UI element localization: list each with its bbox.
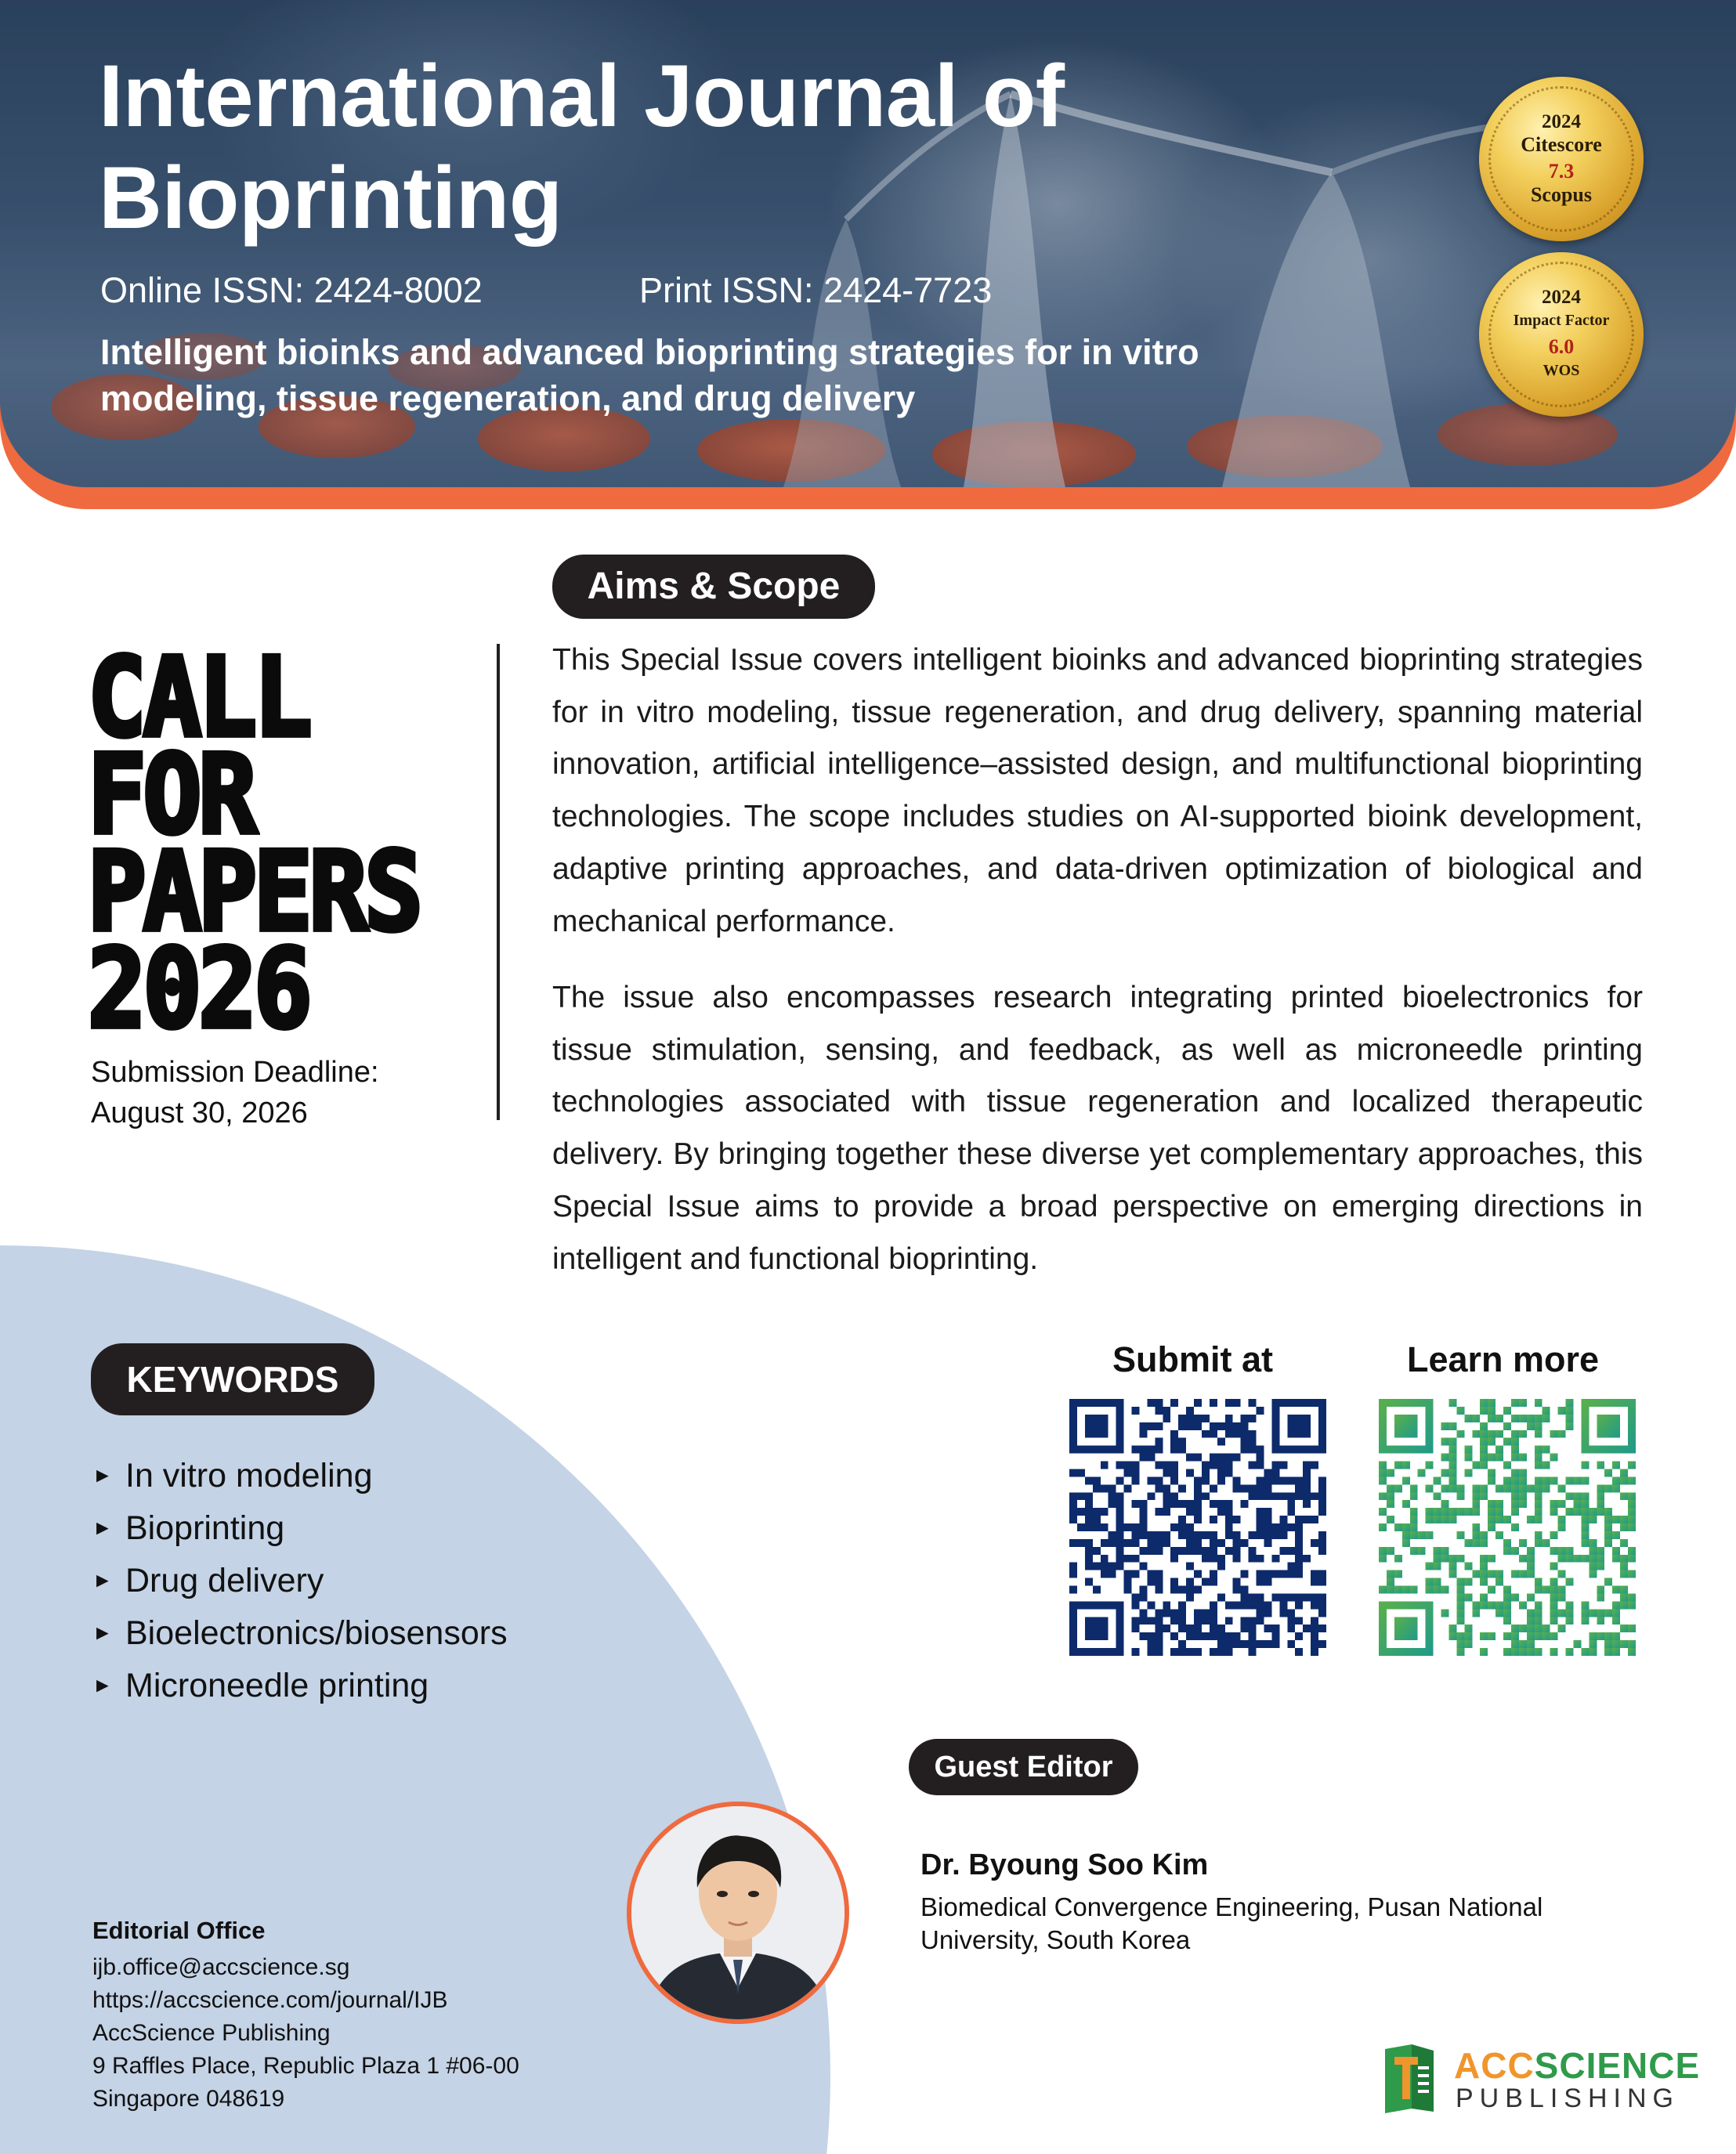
keyword-item bbox=[92, 1449, 508, 1502]
cfp-line: FOR bbox=[88, 732, 254, 859]
badge-label: Citescore bbox=[1521, 133, 1602, 156]
triangle-bullet-icon: ► bbox=[92, 1516, 113, 1539]
citescore-badge bbox=[1479, 77, 1644, 241]
deadline-date: August 30, 2026 bbox=[91, 1097, 308, 1129]
triangle-bullet-icon: ► bbox=[92, 1621, 113, 1644]
guest-editor-photo bbox=[627, 1802, 849, 2024]
badge-value: 6.0 bbox=[1548, 335, 1575, 358]
cfp-line: PAPERS bbox=[88, 829, 420, 956]
call-for-papers-heading bbox=[88, 634, 420, 1054]
deadline-label: Submission Deadline: bbox=[91, 1056, 379, 1089]
logo-wordmark bbox=[1454, 2044, 1700, 2087]
badge-value: 7.3 bbox=[1548, 160, 1575, 183]
editorial-office-heading: Editorial Office bbox=[92, 1917, 266, 1944]
keyword-text: Bioprinting bbox=[125, 1509, 285, 1547]
online-issn: Online ISSN: 2424-8002 bbox=[100, 270, 483, 310]
keyword-item bbox=[92, 1554, 508, 1606]
book-logo-icon bbox=[1380, 2043, 1438, 2115]
aims-scope-heading: Aims & Scope bbox=[552, 555, 875, 619]
editor-portrait-illustration bbox=[631, 1806, 844, 2019]
learn-more-qr-code[interactable] bbox=[1379, 1399, 1636, 1656]
keyword-list bbox=[92, 1449, 508, 1711]
badge-label: Impact Factor bbox=[1513, 312, 1610, 329]
cfp-line: 2026 bbox=[88, 926, 309, 1054]
keyword-text: Drug delivery bbox=[125, 1562, 324, 1599]
learn-more-label: Learn more bbox=[1407, 1339, 1600, 1379]
logo-accent-text: ACC bbox=[1454, 2045, 1535, 2086]
badge-year: 2024 bbox=[1542, 111, 1581, 132]
logo-subtext: PUBLISHING bbox=[1456, 2084, 1680, 2113]
office-address: 9 Raffles Place, Republic Plaza 1 #06-00 bbox=[92, 2053, 519, 2079]
guest-editor-heading: Guest Editor bbox=[909, 1739, 1138, 1795]
keyword-text: Microneedle printing bbox=[125, 1667, 429, 1704]
badge-source: Scopus bbox=[1530, 183, 1593, 206]
editorial-office bbox=[92, 1915, 519, 2116]
cfp-line: CALL bbox=[88, 634, 309, 762]
guest-editor-affiliation: Biomedical Convergence Engineering, Pusan National University, South Korea bbox=[920, 1892, 1543, 1954]
special-issue-theme: Intelligent bioinks and advanced bioprinting strategies for in vitro modeling, tissue regeneration, and drug delivery bbox=[100, 332, 1199, 418]
keywords-heading: KEYWORDS bbox=[91, 1343, 374, 1415]
submission-deadline bbox=[91, 1052, 379, 1133]
badge-year: 2024 bbox=[1542, 287, 1581, 308]
print-issn: Print ISSN: 2424-7723 bbox=[639, 270, 993, 310]
aims-paragraph: This Special Issue covers intelligent bioinks and advanced bioprinting strategies for in vitro modeling, tissue regeneration, and drug delivery, spanning material innovation, artificial intelligence–assisted design, and multifunctional bioprinting technologies. The scope includes studies on AI-supported bioink development, adaptive printing approaches, and data-driven optimization of biological and mechanical performance. bbox=[552, 643, 1643, 938]
office-website[interactable]: https://accscience.com/journal/IJB bbox=[92, 1987, 448, 2013]
journal-title: International Journal of Bioprinting bbox=[99, 47, 1065, 247]
keyword-item bbox=[92, 1502, 508, 1554]
triangle-bullet-icon: ► bbox=[92, 1568, 113, 1592]
triangle-bullet-icon: ► bbox=[92, 1673, 113, 1697]
office-city: Singapore 048619 bbox=[92, 2086, 285, 2112]
impact-factor-badge bbox=[1479, 252, 1644, 417]
submit-label: Submit at bbox=[1112, 1339, 1274, 1379]
keyword-item bbox=[92, 1606, 508, 1659]
office-publisher: AccScience Publishing bbox=[92, 2020, 331, 2046]
triangle-bullet-icon: ► bbox=[92, 1463, 113, 1487]
keyword-item bbox=[92, 1659, 508, 1711]
office-email[interactable]: ijb.office@accscience.sg bbox=[92, 1954, 350, 1980]
guest-editor-name: Dr. Byoung Soo Kim bbox=[920, 1849, 1209, 1881]
badge-source: WOS bbox=[1543, 362, 1580, 379]
header-banner bbox=[0, 0, 1736, 487]
submit-qr-code[interactable] bbox=[1069, 1399, 1326, 1656]
aims-paragraph: The issue also encompasses research integrating printed bioelectronics for tissue stimulation, sensing, and feedback, as well as microneedle printing technologies associated with tissue regeneration and localized therapeutic delivery. By bringing together these diverse yet complementary approaches, this Special Issue aims to provide a broad perspective on emerging directions in intelligent and functional bioprinting. bbox=[552, 981, 1643, 1276]
keyword-text: Bioelectronics/biosensors bbox=[125, 1614, 508, 1652]
vertical-divider bbox=[497, 644, 500, 1120]
logo-main-text: SCIENCE bbox=[1534, 2045, 1701, 2086]
keyword-text: In vitro modeling bbox=[125, 1457, 373, 1494]
